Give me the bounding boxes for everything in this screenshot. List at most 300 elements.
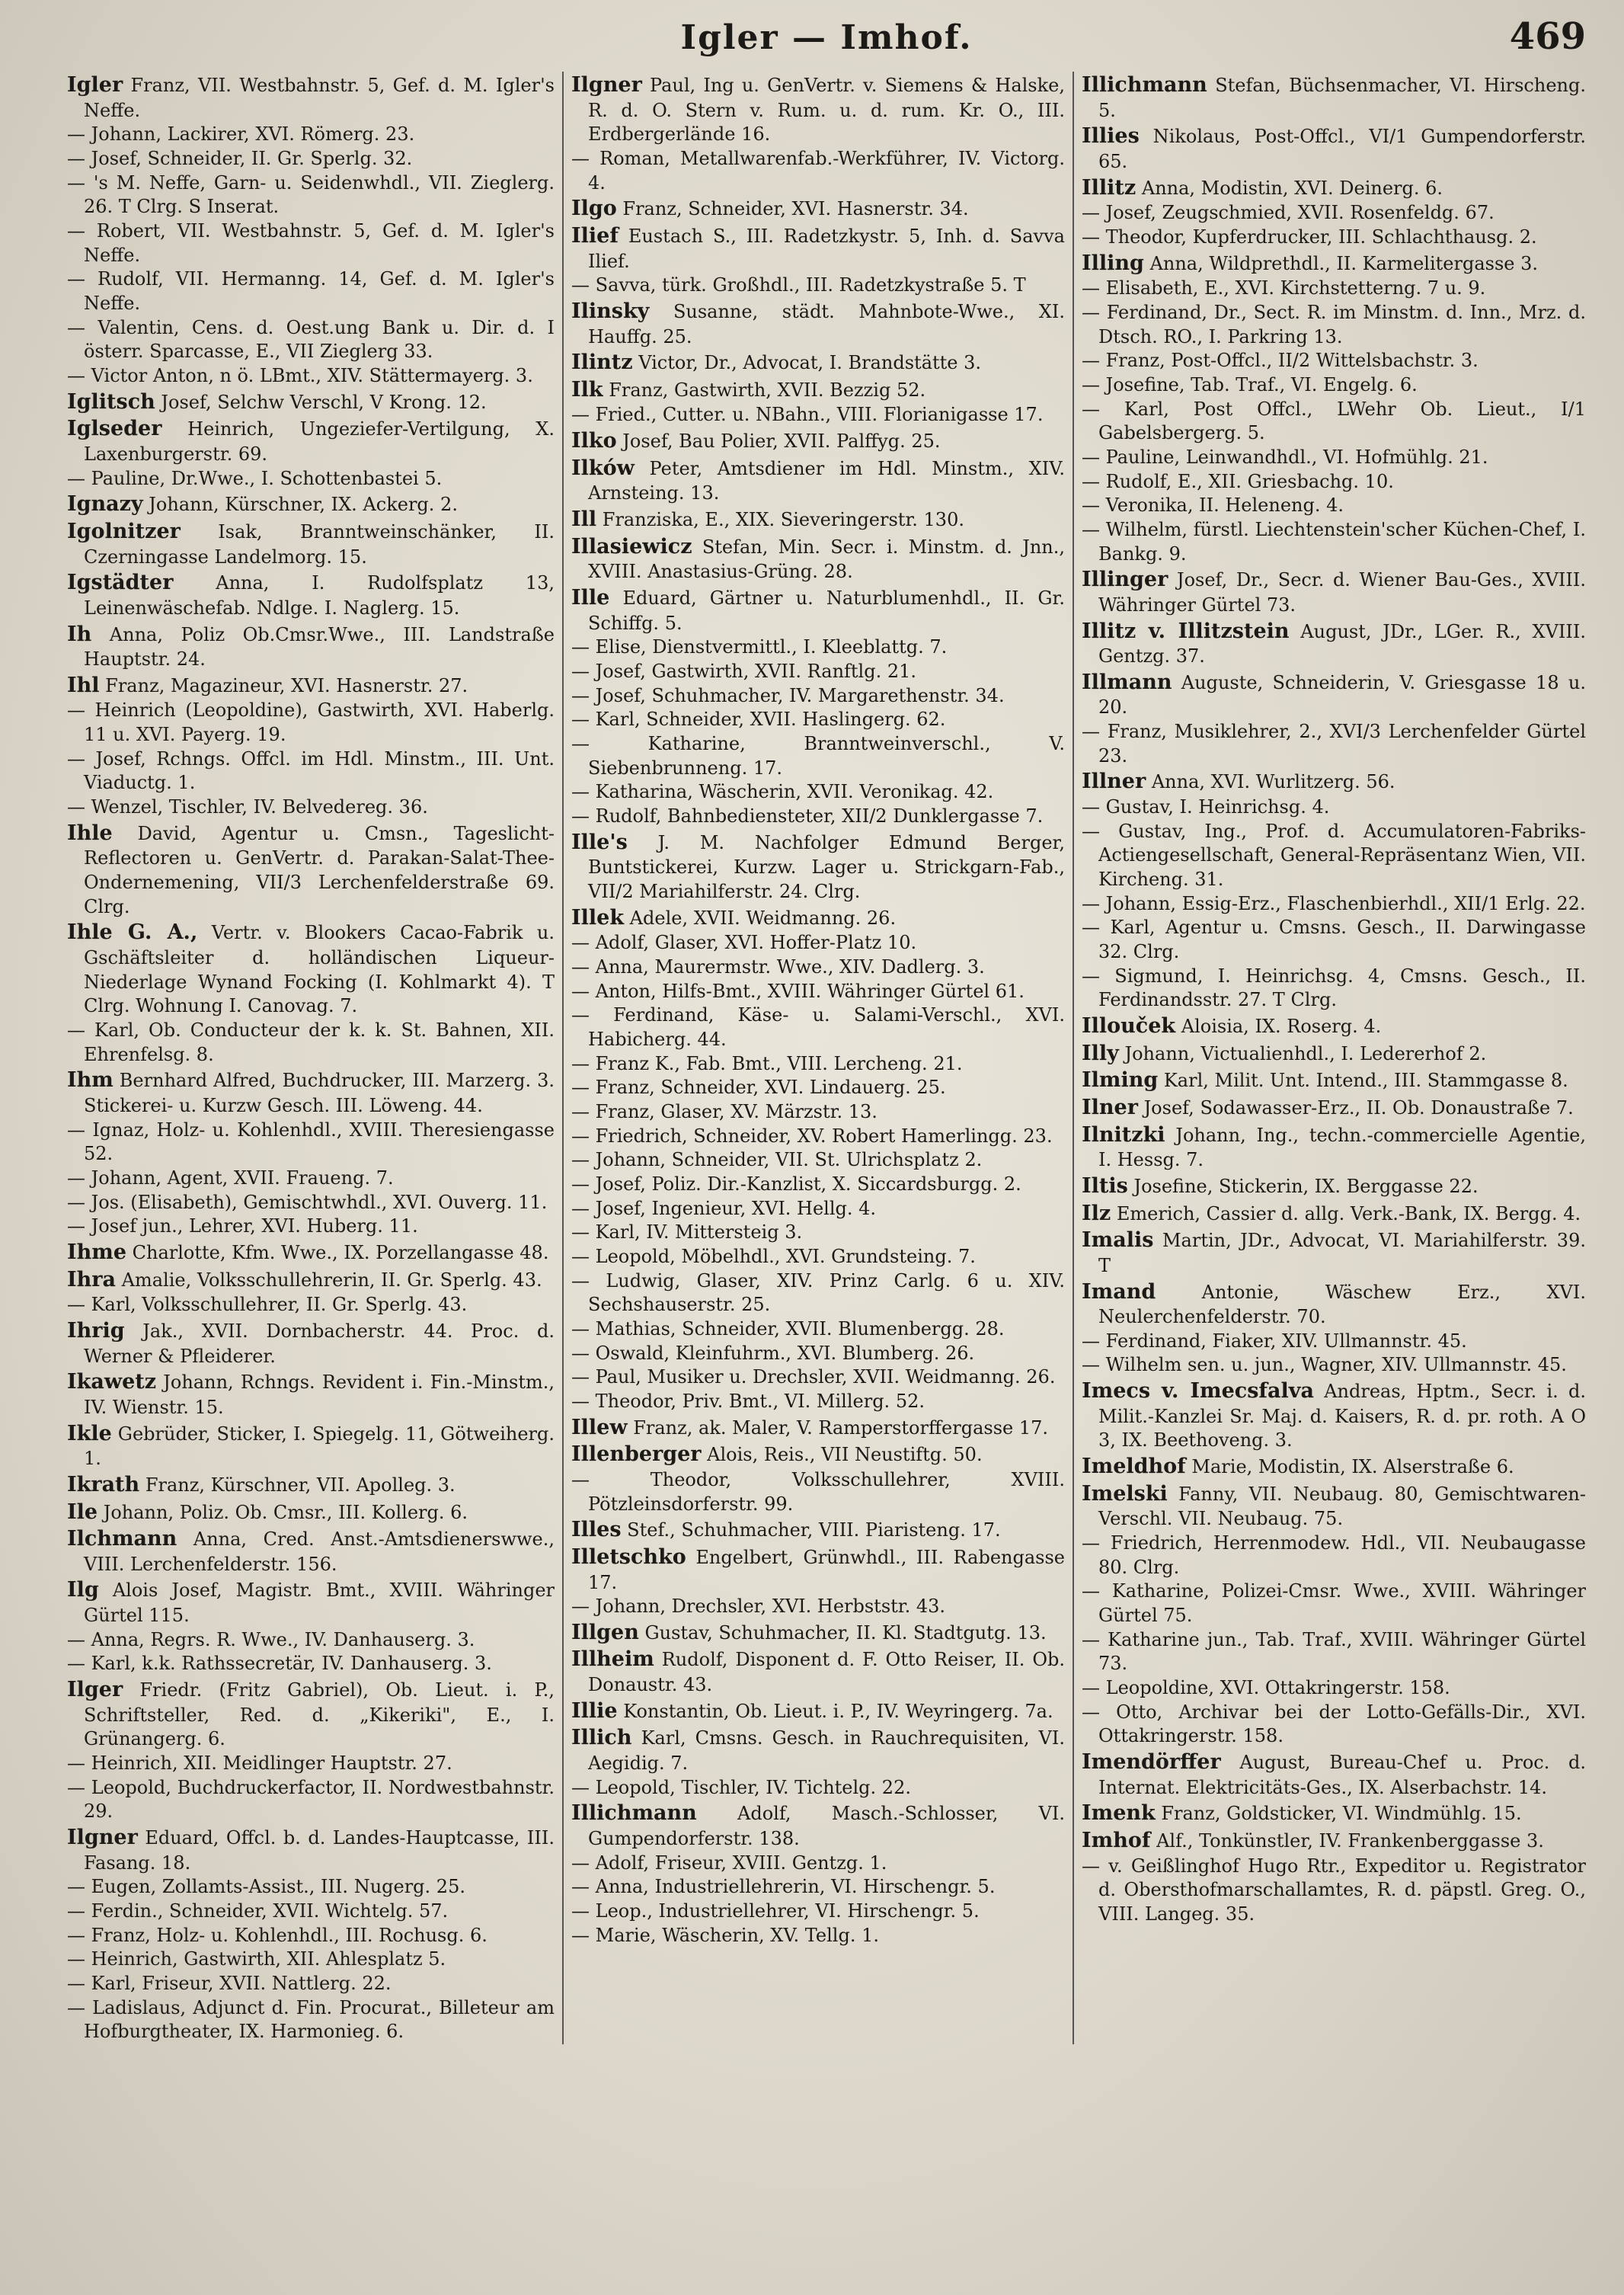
directory-entry <box>1082 201 1586 226</box>
entry-text: — Ludwig, Glaser, XIV. Prinz Carlg. 6 u. XIV. Sechshauserstr. 25. <box>571 1269 1065 1316</box>
entry-surname: Iltis <box>1082 1173 1128 1198</box>
directory-entry <box>67 1948 555 1972</box>
entry-surname: Ilnitzki <box>1082 1122 1165 1147</box>
entry-text: — Josef, Poliz. Dir.-Kanzlist, X. Siccardsburgg. 2. <box>571 1173 1021 1195</box>
entry-text: Alois Josef, Magistr. Bmt., XVIII. Währinger Gürtel 115. <box>84 1580 555 1627</box>
directory-entry <box>1082 1227 1586 1278</box>
directory-entry <box>571 1468 1065 1516</box>
entry-text: J. M. Nachfolger Edmund Berger, Buntstickerei, Kurzw. Lager u. Strickgarn-Fab., VII/2 Mariahilferstr. 24. Clrg. <box>588 831 1065 902</box>
entry-text: — Ferdinand, Fiaker, XIV. Ullmannstr. 45. <box>1082 1330 1467 1352</box>
entry-surname: Illenberger <box>571 1442 702 1467</box>
entry-surname: Ilgner <box>571 73 642 97</box>
entry-surname: Iglitsch <box>67 389 155 414</box>
directory-entry <box>1082 174 1586 202</box>
entry-text: — Johann, Schneider, VII. St. Ulrichsplatz 2. <box>571 1149 983 1171</box>
directory-entry <box>1082 965 1586 1013</box>
entry-text: David, Agentur u. Cmsn., Tageslicht-Reflectoren u. GenVertr. d. Parakan-Salat-Thee-Ondernemening, VII/3 Lerchenfelderstraße 69. Clrg. <box>84 822 555 917</box>
entry-text: Emerich, Cassier d. allg. Verk.-Bank, IX. Bergg. 4. <box>1116 1202 1581 1224</box>
entry-surname: Ilz <box>1082 1201 1111 1225</box>
directory-entry <box>67 1019 555 1067</box>
directory-entry <box>67 1191 555 1215</box>
entry-text: Stefan, Büchsenmacher, VI. Hirscheng. 5. <box>1098 75 1586 121</box>
directory-entry <box>1082 1200 1586 1228</box>
entry-surname: Ilg <box>67 1578 99 1602</box>
directory-entry <box>1082 1701 1586 1749</box>
directory-entry <box>67 171 555 219</box>
entry-text: Charlotte, Kfm. Wwe., IX. Porzellangasse 48. <box>132 1242 549 1264</box>
entry-surname: Illichmann <box>1082 73 1207 97</box>
directory-entry <box>1082 1855 1586 1927</box>
entry-surname: Ikrath <box>67 1472 140 1496</box>
entry-text: — Otto, Archivar bei der Lotto-Gefälls-Dir., XVI. Ottakringerstr. 158. <box>1082 1701 1586 1747</box>
entry-text: Adele, XVII. Weidmanng. 26. <box>629 907 897 929</box>
directory-entry <box>67 1293 555 1317</box>
entry-surname: Ilming <box>1082 1068 1159 1093</box>
directory-entry <box>67 1167 555 1191</box>
directory-entry <box>571 274 1065 298</box>
entry-text: Josef, Selchw Verschl, V Krong. 12. <box>161 391 487 413</box>
entry-surname: Ille <box>571 585 610 610</box>
directory-entry <box>571 1125 1065 1149</box>
entry-surname: Iglseder <box>67 417 162 441</box>
entry-text: Victor, Dr., Advocat, I. Brandstätte 3. <box>638 352 982 374</box>
entry-text: Peter, Amtsdiener im Hdl. Minstm., XIV. Arnsteing. 13. <box>588 457 1065 504</box>
entry-text: Marie, Modistin, IX. Alserstraße 6. <box>1191 1456 1514 1478</box>
entry-surname: Ilgner <box>67 1826 138 1850</box>
entry-text: — Josefine, Tab. Traf., VI. Engelg. 6. <box>1082 373 1418 395</box>
directory-entry <box>67 1875 555 1900</box>
column-3 <box>1073 72 1594 2044</box>
entry-surname: Ignazy <box>67 492 143 517</box>
entry-surname: Ikle <box>67 1421 112 1445</box>
directory-entry <box>67 1499 555 1526</box>
directory-entry <box>67 1420 555 1471</box>
entry-text: Alois, Reis., VII Neustiftg. 50. <box>707 1444 983 1466</box>
entry-text: Johann, Rchngs. Revident i. Fin.-Minstm., IV. Wienstr. 15. <box>84 1372 555 1418</box>
entry-text: — Eugen, Zollamts-Assist., III. Nugerg. 25. <box>67 1876 465 1898</box>
directory-entry <box>571 1924 1065 1948</box>
entry-text: Josef, Sodawasser-Erz., II. Ob. Donaustraße 7. <box>1143 1097 1574 1119</box>
entry-text: — Oswald, Kleinfuhrm., XVI. Blumberg. 26. <box>571 1342 975 1364</box>
entry-text: Aloisia, IX. Roserg. 4. <box>1181 1016 1382 1038</box>
directory-entry <box>67 123 555 147</box>
entry-text: — Josef jun., Lehrer, XVI. Huberg. 11. <box>67 1215 418 1237</box>
entry-text: Jak., XVII. Dornbacherstr. 44. Proc. d. Werner & Pfleiderer. <box>84 1320 555 1367</box>
entry-text: Anna, Cred. Anst.-Amtsdienerswwe., VIII. Lerchenfelderstr. 156. <box>84 1528 555 1575</box>
directory-entry <box>67 267 555 315</box>
page-header <box>59 14 1594 67</box>
entry-text: — Sigmund, I. Heinrichsg. 4, Cmsns. Gesch., II. Ferdinandsstr. 27. T Clrg. <box>1082 965 1586 1011</box>
directory-entry <box>1082 398 1586 446</box>
directory-entry <box>1082 1532 1586 1580</box>
directory-entry <box>571 533 1065 584</box>
entry-surname: Ilintz <box>571 350 633 375</box>
entry-text: — Jos. (Elisabeth), Gemischtwhdl., XVI. Ouverg. 11. <box>67 1191 548 1213</box>
directory-entry <box>1082 669 1586 720</box>
entry-text: — Rudolf, E., XII. Griesbachg. 10. <box>1082 470 1394 492</box>
entry-text: — Wilhelm sen. u. jun., Wagner, XIV. Ullmannstr. 45. <box>1082 1354 1567 1376</box>
directory-entry <box>571 635 1065 660</box>
directory-entry <box>67 699 555 747</box>
directory-entry <box>67 1972 555 1996</box>
entry-surname: Ilko <box>571 429 617 453</box>
entry-text: — Rudolf, Bahnbediensteter, XII/2 Dunklergasse 7. <box>571 805 1044 827</box>
entry-text: — Franz, Glaser, XV. Märzstr. 13. <box>571 1100 878 1122</box>
directory-entry <box>67 1652 555 1676</box>
directory-entry <box>67 1628 555 1653</box>
directory-entry <box>1082 1279 1586 1330</box>
entry-text: Paul, Ing u. GenVertr. v. Siemens & Halske, R. d. O. Stern v. Rum. u. d. rum. Kr. O., III. Erdbergerlände 16. <box>588 75 1065 146</box>
entry-surname: Ile <box>67 1500 98 1524</box>
columns <box>59 72 1594 2044</box>
entry-surname: Igstädter <box>67 571 174 595</box>
directory-entry <box>67 1317 555 1368</box>
directory-entry <box>1082 1122 1586 1173</box>
entry-text: — Leopold, Buchdruckerfactor, II. Nordwestbahnstr. 29. <box>67 1776 555 1823</box>
entry-text: — v. Geißlinghof Hugo Rtr., Expeditor u. Registrator d. Obersthofmarschallamtes, R. d. päpstl. Greg. O., VIII. Langeg. 35. <box>1082 1855 1586 1925</box>
directory-entry <box>571 1269 1065 1317</box>
entry-surname: Ilger <box>67 1678 123 1702</box>
directory-entry <box>571 1197 1065 1221</box>
directory-entry <box>67 1471 555 1499</box>
entry-text: — Anna, Maurermstr. Wwe., XIV. Dadlerg. 3. <box>571 955 985 978</box>
entry-surname: Illich <box>571 1726 632 1750</box>
directory-entry <box>67 147 555 171</box>
entry-surname: Imecs v. Imecsfalva <box>1082 1379 1314 1404</box>
directory-entry <box>571 708 1065 732</box>
entry-surname: Imalis <box>1082 1228 1154 1253</box>
entry-text: — Theodor, Volksschullehrer, XVIII. Pötzleinsdorferstr. 99. <box>571 1468 1065 1515</box>
directory-entry <box>1082 301 1586 349</box>
entry-surname: Ihl <box>67 673 100 697</box>
directory-entry <box>571 1390 1065 1414</box>
entry-text: — Katharine jun., Tab. Traf., XVIII. Währinger Gürtel 73. <box>1082 1628 1586 1675</box>
directory-entry <box>1082 349 1586 373</box>
entry-surname: Illetschko <box>571 1544 686 1569</box>
directory-entry <box>571 1003 1065 1051</box>
entry-surname: Ilk <box>571 377 603 402</box>
directory-entry <box>1082 892 1586 917</box>
directory-entry <box>1082 1453 1586 1480</box>
entry-text: — Katharine, Branntweinverschl., V. Siebenbrunneng. 17. <box>571 732 1065 779</box>
column-1 <box>59 72 562 2044</box>
directory-entry <box>1082 518 1586 566</box>
entry-text: — Victor Anton, n ö. LBmt., XIV. Stättermayerg. 3. <box>67 365 533 387</box>
directory-entry <box>67 820 555 920</box>
entry-text: Martin, JDr., Advocat, VI. Mariahilferstr. 39. T <box>1098 1230 1586 1276</box>
directory-entry <box>1082 470 1586 495</box>
entry-surname: Illek <box>571 905 625 930</box>
entry-surname: Ihle G. A., <box>67 920 198 945</box>
directory-entry <box>571 1852 1065 1876</box>
directory-entry <box>571 1619 1065 1647</box>
directory-entry <box>67 415 555 466</box>
entry-text: — Karl, IV. Mittersteig 3. <box>571 1221 803 1244</box>
entry-text: Nikolaus, Post-Offcl., VI/1 Gumpendorferstr. 65. <box>1098 126 1586 172</box>
directory-entry <box>1082 1330 1586 1354</box>
entry-surname: Ill <box>571 507 597 532</box>
entry-text: — Katharine, Polizei-Cmsr. Wwe., XVIII. Währinger Gürtel 75. <box>1082 1580 1586 1627</box>
directory-entry <box>1082 1013 1586 1040</box>
entry-text: — Anna, Industriellehrerin, VI. Hirschengr. 5. <box>571 1876 996 1898</box>
directory-entry <box>571 684 1065 709</box>
directory-entry <box>1082 250 1586 277</box>
entry-text: — Ferdinand, Käse- u. Salami-Verschl., XVI. Habicherg. 44. <box>571 1004 1065 1050</box>
directory-entry <box>571 1365 1065 1390</box>
entry-text: — Johann, Drechsler, XVI. Herbststr. 43. <box>571 1596 946 1618</box>
directory-entry <box>1082 277 1586 301</box>
directory-entry <box>67 569 555 620</box>
directory-entry <box>571 72 1065 147</box>
entry-text: Franz, VII. Westbahnstr. 5, Gef. d. M. Igler's Neffe. <box>84 75 555 121</box>
entry-text: — Valentin, Cens. d. Oest.ung Bank u. Dir. d. I österr. Sparcasse, E., VII Zieglerg 33. <box>67 316 555 363</box>
page-number: 469 <box>1509 15 1586 58</box>
directory-entry <box>571 376 1065 404</box>
directory-entry <box>571 1221 1065 1245</box>
entry-text: — 's M. Neffe, Garn- u. Seidenwhdl., VII. Zieglerg. 26. T Clrg. S Inserat. <box>67 171 555 218</box>
directory-entry <box>571 904 1065 932</box>
entry-text: — Leop., Industriellehrer, VI. Hirschengr. 5. <box>571 1900 980 1922</box>
directory-entry <box>1082 795 1586 820</box>
entry-text: Anna, Wildprethdl., II. Karmelitergasse 3. <box>1149 252 1538 274</box>
entry-text: — Marie, Wäscherin, XV. Tellg. 1. <box>571 1924 879 1946</box>
entry-surname: Illasiewicz <box>571 534 692 559</box>
entry-text: Eustach S., III. Radetzkystr. 5, Inh. d. Savva Ilief. <box>588 225 1065 272</box>
entry-text: Franz, Magazineur, XVI. Hasnerstr. 27. <box>105 674 468 696</box>
entry-text: Anna, I. Rudolfsplatz 13, Leinenwäschefab. Ndlge. I. Naglerg. 15. <box>84 572 555 619</box>
directory-entry <box>571 955 1065 980</box>
entry-surname: Illouček <box>1082 1014 1176 1039</box>
entry-text: August, Bureau-Chef u. Proc. d. Internat. Elektricitäts-Ges., IX. Alserbachstr. 14. <box>1098 1752 1586 1798</box>
entry-surname: Ille's <box>571 830 628 854</box>
directory-entry <box>571 980 1065 1004</box>
entry-text: August, JDr., LGer. R., XVIII. Gentzg. 37. <box>1098 620 1586 667</box>
directory-entry <box>571 222 1065 274</box>
entry-text: — Ladislaus, Adjunct d. Fin. Procurat., Billeteur am Hofburgtheater, IX. Harmonieg. 6. <box>67 1996 555 2043</box>
directory-entry <box>67 672 555 699</box>
directory-entry <box>67 467 555 491</box>
entry-surname: Illmann <box>1082 670 1172 694</box>
entry-text: — Johann, Essig-Erz., Flaschenbierhdl., XII/1 Erlg. 22. <box>1082 892 1586 914</box>
directory-entry <box>571 455 1065 506</box>
entry-text: — Johann, Lackirer, XVI. Römerg. 23. <box>67 123 415 146</box>
entry-text: Franziska, E., XIX. Sieveringerstr. 130. <box>602 509 964 531</box>
directory-entry <box>67 1525 555 1576</box>
entry-surname: Ihme <box>67 1240 127 1265</box>
entry-text: — Katharina, Wäscherin, XVII. Veronikag. 42. <box>571 781 994 803</box>
entry-text: Johann, Kürschner, IX. Ackerg. 2. <box>149 494 458 516</box>
directory-entry <box>1082 720 1586 768</box>
directory-entry <box>571 195 1065 222</box>
directory-entry <box>67 919 555 1019</box>
entry-text: Franz, Kürschner, VII. Apolleg. 3. <box>145 1474 456 1496</box>
entry-text: Josef, Dr., Secr. d. Wiener Bau-Ges., XVIII. Währinger Gürtel 73. <box>1098 569 1586 616</box>
entry-surname: Illies <box>1082 124 1140 149</box>
entry-text: Andreas, Hptm., Secr. i. d. Milit.-Kanzlei Sr. Maj. d. Kaisers, R. d. pr. roth. A O 3, IX. Beethoveng. 3. <box>1098 1381 1586 1452</box>
entry-surname: Imand <box>1082 1279 1156 1304</box>
directory-entry <box>571 403 1065 427</box>
directory-entry <box>67 1576 555 1628</box>
entry-surname: Illner <box>1082 770 1146 794</box>
entry-text: — Elisabeth, E., XVI. Kirchstetterng. 7 u. 9. <box>1082 277 1486 299</box>
entry-surname: Illitz v. Illitzstein <box>1082 619 1290 643</box>
entry-text: Heinrich, Ungeziefer-Vertilgung, X. Laxenburgerstr. 69. <box>84 418 555 465</box>
directory-entry <box>67 1215 555 1239</box>
entry-surname: Illitz <box>1082 175 1136 200</box>
entry-text: — Leopoldine, XVI. Ottakringerstr. 158. <box>1082 1677 1450 1699</box>
entry-surname: Ilner <box>1082 1096 1138 1120</box>
entry-text: — Karl, Volksschullehrer, II. Gr. Sperlg. 43. <box>67 1294 468 1316</box>
entry-text: — Heinrich, XII. Meidlinger Hauptstr. 27. <box>67 1752 452 1775</box>
entry-surname: Illheim <box>571 1647 654 1672</box>
entry-text: Anna, XVI. Wurlitzerg. 56. <box>1151 771 1395 793</box>
entry-text: — Wenzel, Tischler, IV. Belvedereg. 36. <box>67 796 428 818</box>
directory-entry <box>67 491 555 518</box>
entry-surname: Ikawetz <box>67 1370 157 1394</box>
entry-surname: Ilgo <box>571 197 617 221</box>
entry-text: — Franz, Post-Offcl., II/2 Wittelsbachstr. 3. <box>1082 350 1479 372</box>
entry-text: — Karl, Friseur, XVII. Nattlerg. 22. <box>67 1973 392 1995</box>
entry-surname: Imenk <box>1082 1801 1156 1826</box>
entry-text: Franz, Gastwirth, XVII. Bezzig 52. <box>609 379 926 401</box>
directory-entry <box>67 1676 555 1752</box>
entry-text: — Karl, k.k. Rathssecretär, IV. Danhauserg. 3. <box>67 1653 492 1675</box>
entry-text: — Friedrich, Herrenmodew. Hdl., VII. Neubaugasse 80. Clrg. <box>1082 1532 1586 1578</box>
entry-surname: Illing <box>1082 251 1144 275</box>
directory-entry <box>571 349 1065 376</box>
entry-surname: Ilchmann <box>67 1527 177 1551</box>
entry-text: Eduard, Gärtner u. Naturblumenhdl., II. Gr. Schiffg. 5. <box>588 587 1065 634</box>
directory-entry <box>1082 123 1586 174</box>
directory-entry <box>1082 226 1586 250</box>
entry-text: — Rudolf, VII. Hermanng. 14, Gef. d. M. Igler's Neffe. <box>67 268 555 314</box>
entry-text: — Josef, Schuhmacher, IV. Margarethenstr. 34. <box>571 684 1005 706</box>
directory-entry <box>571 1342 1065 1366</box>
entry-text: — Leopold, Tischler, IV. Tichtelg. 22. <box>571 1776 911 1798</box>
entry-surname: Ihm <box>67 1068 113 1093</box>
entry-text: — Josef, Ingenieur, XVI. Hellg. 4. <box>571 1197 877 1219</box>
directory-entry <box>1082 446 1586 470</box>
entry-text: — Paul, Musiker u. Drechsler, XVII. Weidmanng. 26. <box>571 1366 1056 1388</box>
directory-entry <box>1082 1628 1586 1676</box>
directory-entry <box>67 1119 555 1167</box>
entry-text: — Anton, Hilfs-Bmt., XVIII. Währinger Gürtel 61. <box>571 980 1025 1002</box>
entry-text: — Franz K., Fab. Bmt., VIII. Lercheng. 21. <box>571 1052 963 1074</box>
directory-entry <box>571 1646 1065 1697</box>
entry-text: Johann, Poliz. Ob. Cmsr., III. Kollerg. 6. <box>103 1501 468 1523</box>
entry-surname: Igolnitzer <box>67 519 181 543</box>
entry-text: Friedr. (Fritz Gabriel), Ob. Lieut. i. P., Schriftsteller, Red. d. „Kikeriki", E., I. Grünangerg. 6. <box>84 1679 555 1750</box>
entry-text: Adolf, Masch.-Schlosser, VI. Gumpendorferstr. 138. <box>588 1803 1065 1849</box>
entry-text: — Anna, Regrs. R. Wwe., IV. Danhauserg. 3. <box>67 1628 475 1650</box>
entry-text: — Ignaz, Holz- u. Kohlenhdl., XVIII. Theresiengasse 52. <box>67 1119 555 1165</box>
entry-text: — Pauline, Dr.Wwe., I. Schottenbastei 5. <box>67 467 443 489</box>
entry-surname: Illie <box>571 1698 618 1723</box>
entry-text: — Friedrich, Schneider, XV. Robert Hamerlingg. 23. <box>571 1125 1053 1147</box>
entry-surname: Ihrig <box>67 1318 125 1343</box>
entry-text: Engelbert, Grünwhdl., III. Rabengasse 17. <box>588 1546 1065 1593</box>
directory-entry <box>67 316 555 364</box>
entry-surname: Illinger <box>1082 568 1168 592</box>
directory-entry <box>571 1544 1065 1595</box>
entry-text: — Karl, Schneider, XVII. Haslingerg. 62. <box>571 709 946 731</box>
directory-entry <box>571 1173 1065 1197</box>
entry-text: — Roman, Metallwarenfab.-Werkführer, IV. Victorg. 4. <box>571 147 1065 194</box>
directory-entry <box>1082 1480 1586 1532</box>
entry-text: — Theodor, Kupferdrucker, III. Schlachthausg. 2. <box>1082 226 1537 248</box>
entry-text: Auguste, Schneiderin, V. Griesgasse 18 u. 20. <box>1098 671 1586 719</box>
entry-surname: Ih <box>67 622 92 646</box>
entry-surname: Ihle <box>67 821 113 845</box>
entry-text: Amalie, Volksschullehrerin, II. Gr. Sperlg. 43. <box>121 1269 542 1291</box>
directory-entry <box>1082 1800 1586 1827</box>
directory-entry <box>67 795 555 820</box>
directory-entry <box>1082 618 1586 669</box>
entry-text: — Adolf, Friseur, XVIII. Gentzg. 1. <box>571 1852 887 1874</box>
entry-text: — Theodor, Priv. Bmt., VI. Millerg. 52. <box>571 1391 925 1412</box>
entry-text: — Gustav, Ing., Prof. d. Accumulatoren-Fabriks-Actiengesellschaft, General-Repräsentanz Wien, VII. Kircheng. 31. <box>1082 820 1586 891</box>
directory-entry <box>571 1317 1065 1342</box>
running-head: Igler — Imhof. <box>680 18 973 57</box>
directory-entry <box>1082 566 1586 617</box>
directory-entry <box>67 747 555 795</box>
directory-entry <box>571 147 1065 195</box>
entry-text: — Franz, Holz- u. Kohlenhdl., III. Rochusg. 6. <box>67 1924 488 1946</box>
directory-entry <box>571 298 1065 349</box>
entry-text: — Elise, Dienstvermittl., I. Kleeblattg. 7. <box>571 636 948 658</box>
entry-text: Susanne, städt. Mahnbote-Wwe., XI. Hauffg. 25. <box>588 300 1065 347</box>
entry-surname: Imhof <box>1082 1829 1151 1852</box>
directory-entry <box>571 1052 1065 1077</box>
directory-entry <box>571 805 1065 829</box>
directory-entry <box>1082 916 1586 964</box>
entry-surname: Imeldhof <box>1082 1455 1186 1479</box>
directory-entry <box>1082 1378 1586 1453</box>
directory-entry <box>67 518 555 569</box>
directory-entry <box>571 1724 1065 1775</box>
entry-text: — Josef, Zeugschmied, XVII. Rosenfeldg. 67. <box>1082 202 1495 224</box>
entry-text: Alf., Tonkünstler, IV. Frankenberggasse 3. <box>1156 1830 1544 1852</box>
entry-text: Gustav, Schuhmacher, II. Kl. Stadtgutg. 13. <box>644 1621 1047 1644</box>
directory-entry <box>571 506 1065 533</box>
directory-entry <box>571 427 1065 455</box>
entry-surname: Illgen <box>571 1620 639 1644</box>
directory-entry <box>67 1266 555 1294</box>
entry-text: — Josef, Gastwirth, XVII. Ranftlg. 21. <box>571 660 917 682</box>
directory-entry <box>571 1414 1065 1442</box>
entry-text: Anna, Modistin, XVI. Deinerg. 6. <box>1141 177 1443 199</box>
entry-surname: Igler <box>67 73 123 97</box>
directory-entry <box>571 780 1065 805</box>
directory-entry <box>571 1100 1065 1125</box>
entry-text: — Josef, Schneider, II. Gr. Sperlg. 32. <box>67 147 413 169</box>
entry-text: Karl, Milit. Unt. Intend., III. Stammgasse 8. <box>1163 1070 1568 1092</box>
entry-text: Stef., Schuhmacher, VIII. Piaristeng. 17. <box>627 1519 1001 1541</box>
entry-text: — Karl, Post Offcl., LWehr Ob. Lieut., I/1 Gabelsbergerg. 5. <box>1082 398 1586 444</box>
entry-text: — Franz, Schneider, XVI. Lindauerg. 25. <box>571 1077 946 1099</box>
directory-entry <box>571 1776 1065 1800</box>
entry-text: Johann, Ing., techn.-commercielle Agentie, I. Hessg. 7. <box>1098 1124 1586 1171</box>
directory-entry <box>67 1368 555 1420</box>
directory-entry <box>571 732 1065 780</box>
entry-text: Stefan, Min. Secr. i. Minstm. d. Jnn., XVIII. Anastasius-Grüng. 28. <box>588 536 1065 583</box>
entry-text: Fanny, VII. Neubaug. 80, Gemischtwaren-Verschl. VII. Neubaug. 75. <box>1098 1483 1586 1530</box>
directory-entry <box>571 1148 1065 1173</box>
entry-surname: Ilief <box>571 223 619 248</box>
entry-surname: Ihra <box>67 1267 116 1292</box>
entry-text: — Franz, Musiklehrer, 2., XVI/3 Lerchenfelder Gürtel 23. <box>1082 721 1586 767</box>
directory-entry <box>1082 1676 1586 1701</box>
